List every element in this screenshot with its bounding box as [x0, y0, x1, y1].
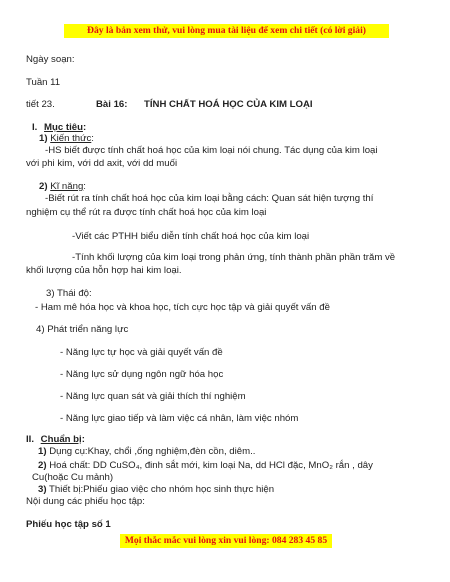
chuan-bi-item-3-number: 3): [38, 484, 47, 495]
chuan-bi-item-2-line-2: Cu(hoặc Cu mảnh): [32, 472, 114, 483]
bai-label: Bài 16:: [96, 99, 128, 110]
chuan-bi-item-2-line-1: [38, 460, 373, 472]
ki-nang-heading: [39, 181, 86, 193]
nang-luc-heading: 4) Phát triển năng lực: [36, 324, 129, 335]
section-2-title: Chuẩn bị: [40, 434, 82, 445]
nang-luc-item: - Năng lực tự học và giải quyết vấn đề: [60, 347, 223, 358]
lesson-title: TÍNH CHẤT HOÁ HỌC CỦA KIM LOẠI: [144, 99, 313, 110]
chuan-bi-item-1: [38, 446, 255, 458]
kien-thuc-title: Kiến thức: [50, 133, 92, 144]
lesson-heading: [26, 99, 313, 111]
chuan-bi-item-2-number: 2): [38, 460, 47, 471]
chuan-bi-item-3-text: Thiết bị:Phiếu giao việc cho nhóm học sinh thực hiện: [46, 484, 275, 495]
ki-nang-title: Kĩ năng: [50, 181, 84, 192]
tiet-label: tiết 23.: [26, 99, 55, 110]
chuan-bi-item-2-text: Hoá chất: DD CuSO₄, đinh sắt mới, kim loại Na, dd HCl đặc, MnO₂ rắn , dây: [46, 460, 373, 471]
ngay-soan: Ngày soạn:: [26, 54, 75, 65]
ki-nang-colon: :: [83, 181, 86, 192]
kien-thuc-heading: [39, 133, 94, 145]
section-2-colon: :: [81, 434, 85, 445]
tuan: Tuần 11: [26, 77, 61, 88]
ki-nang-number: 2): [39, 181, 48, 192]
kien-thuc-number: 1): [39, 133, 48, 144]
nang-luc-item: - Năng lực quan sát và giải thích thí nghiệm: [60, 391, 246, 402]
nang-luc-item: - Năng lực sử dụng ngôn ngữ hóa học: [60, 369, 224, 380]
section-2-number: II.: [26, 434, 34, 445]
phieu-hoc-tap-title: Phiếu học tập số 1: [26, 519, 111, 530]
footer-banner: Mọi thắc mắc vui lòng xin vui lòng: 084 283 45 85: [120, 534, 332, 548]
ki-nang-3-line-2: khối lượng của hỗn hợp hai kim loại.: [26, 265, 182, 276]
ki-nang-2: -Viết các PTHH biểu diễn tính chất hoá học của kim loại: [72, 231, 310, 242]
chuan-bi-item-1-text: Dụng cụ:Khay, chổi ,ống nghiệm,đèn cồn, diêm..: [46, 446, 256, 457]
chuan-bi-item-3: [38, 484, 274, 496]
kien-thuc-line-2: với phi kim, với dd axit, với dd muối: [26, 158, 178, 169]
kien-thuc-line-1: -HS biết được tính chất hoá học của kim loại nói chung. Tác dụng của kim loại: [45, 145, 378, 156]
thai-do-line: - Ham mê hóa học và khoa học, tích cực học tập và giải quyết vấn đề: [35, 302, 330, 313]
chuan-bi-item-1-number: 1): [38, 446, 47, 457]
ki-nang-3-line-1: -Tính khối lượng của kim loại trong phản ứng, tính thành phần phần trăm về: [72, 252, 396, 263]
nang-luc-item: - Năng lực giao tiếp và làm việc cá nhân, làm việc nhóm: [60, 413, 299, 424]
ki-nang-1-line-2: nghiệm cụ thể rút ra được tính chất hoá học của kim loại: [26, 207, 267, 218]
section-1-colon: :: [82, 122, 87, 133]
thai-do-heading: 3) Thái độ:: [46, 288, 92, 299]
section-1-number: I.: [32, 122, 38, 133]
header-banner: Đây là bản xem thử, vui lòng mua tài liệu để xem chi tiết (có lời giải): [64, 24, 389, 38]
noi-dung-phieu: Nội dung các phiếu học tập:: [26, 496, 145, 507]
ki-nang-1-line-1: -Biết rút ra tính chất hoá học của kim loại bằng cách: Quan sát hiện tượng thí: [45, 193, 374, 204]
kien-thuc-colon: :: [91, 133, 94, 144]
section-2-heading: [26, 434, 85, 446]
section-1-title: Mục tiêu: [44, 122, 83, 133]
